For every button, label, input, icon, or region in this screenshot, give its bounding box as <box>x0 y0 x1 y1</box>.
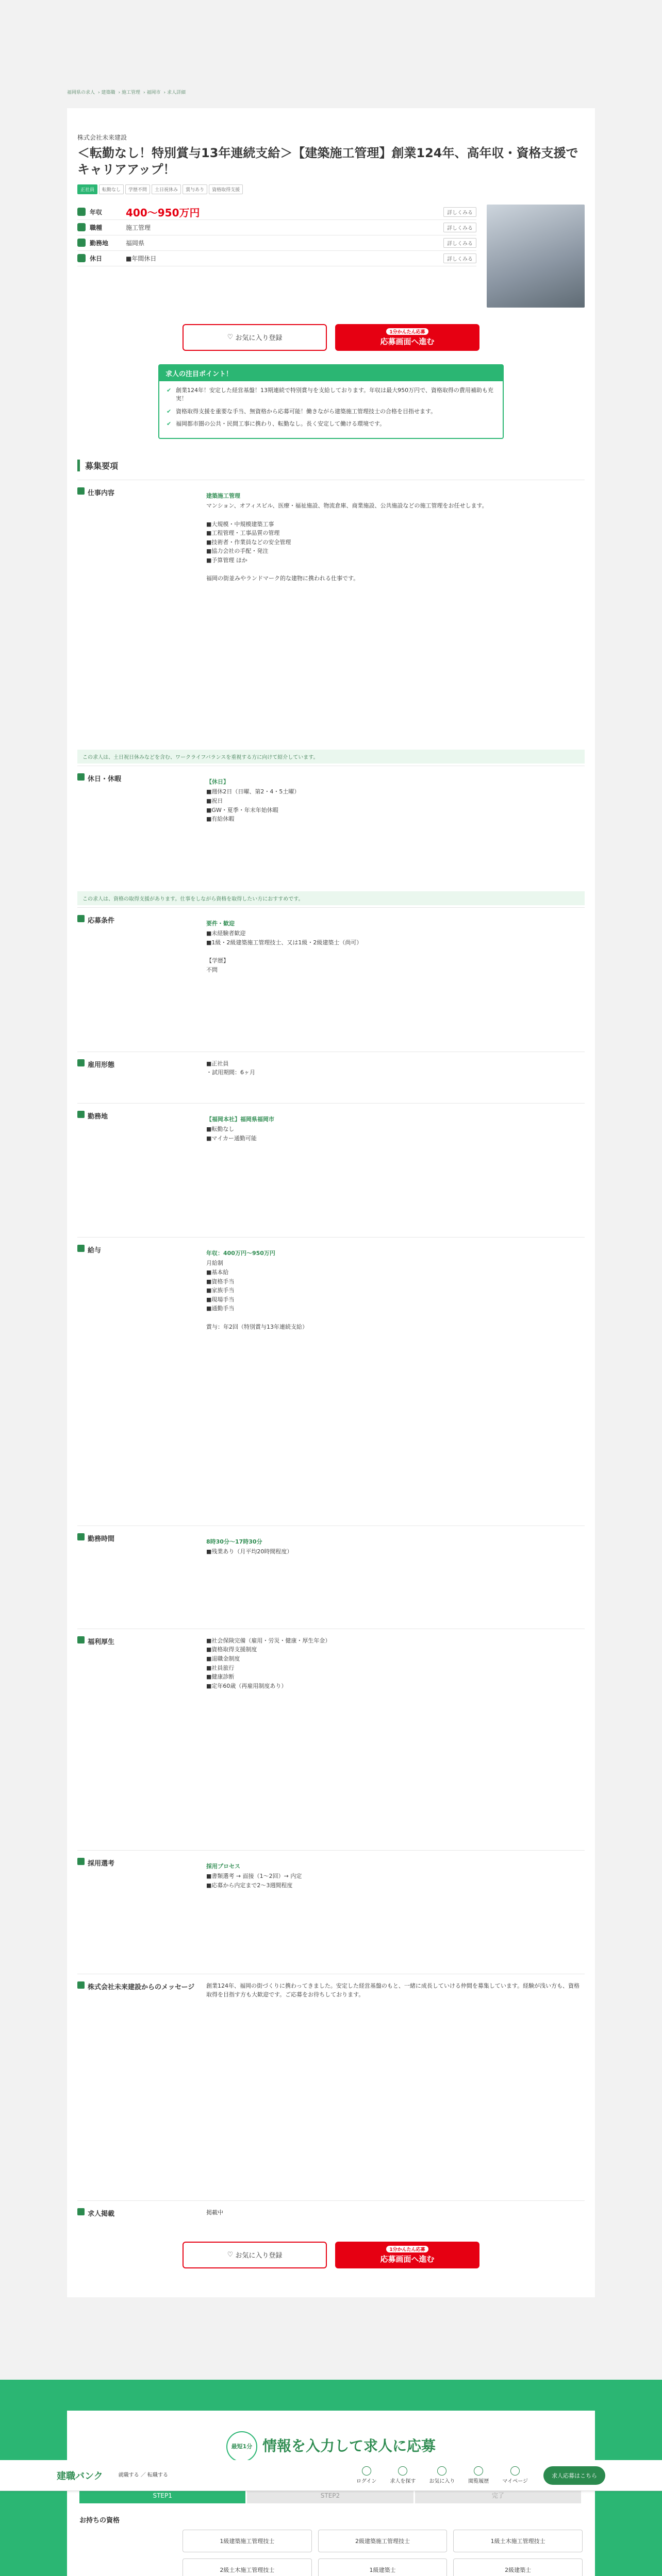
location-icon <box>77 1111 85 1118</box>
summary-label: 年収 <box>90 208 103 216</box>
row-body: 掲載中 <box>206 2209 223 2216</box>
row-body: ■未経験者歓迎 ■1級・2級建築施工管理技士、又は1級・2級建築士（尚可） 【学歴】 不問 <box>206 930 362 973</box>
breadcrumb-item[interactable]: 建築職 <box>101 90 115 95</box>
option[interactable]: 2級建築施工管理技士 <box>318 2530 448 2552</box>
row-body: ■正社員 ・試用期間：6ヶ月 <box>206 1060 255 1076</box>
breadcrumb-item[interactable]: 福岡市 <box>146 90 161 95</box>
row-body: 創業124年、福岡の街づくりに携わってきました。安定した経営基盤のもと、一緒に成長していける仲間を募集しています。経験が浅い方も、資格取得を目指す方も大歓迎です。ご応募をお待ちしております。 <box>206 1982 580 1998</box>
notice-banner: この求人は、資格の取得支援があります。仕事をしながら資格を取得したい方におすすめです。 <box>77 891 585 905</box>
job-value: 施工管理 <box>126 224 151 231</box>
tag: 学歴不問 <box>125 184 150 194</box>
nav-favorites[interactable]: お気に入り <box>429 2466 455 2484</box>
row-head: 【福岡本社】福岡県福岡市 <box>206 1115 274 1123</box>
row-body: ■残業あり（月平均20時間程度） <box>206 1548 293 1555</box>
briefcase-icon <box>77 223 86 231</box>
row-label: 採用選考 <box>77 1858 206 1967</box>
doc-icon <box>77 2208 85 2215</box>
more-link[interactable]: 詳しくみる <box>443 253 476 263</box>
salary-value: 400〜950万円 <box>126 206 200 219</box>
nav-login[interactable]: ログイン <box>356 2466 377 2484</box>
yen-icon <box>77 1245 85 1252</box>
highlight-box <box>158 364 504 439</box>
calendar-icon <box>77 254 86 262</box>
notice-banner: この求人は、土日祝日休みなどを含む、ワークライフバランスを重視する方に向けて紹介しています。 <box>77 750 585 764</box>
row-label: 求人掲載 <box>77 2208 206 2218</box>
more-link[interactable]: 詳しくみる <box>443 223 476 232</box>
apply-label: 応募画面へ進む <box>380 2254 435 2264</box>
row-label: 株式会社未来建設からのメッセージ <box>77 1981 206 2193</box>
site-logo[interactable]: 建職バンク <box>57 2470 103 2482</box>
heart-icon: ♡ <box>227 2251 236 2259</box>
tag: 転勤なし <box>99 184 124 194</box>
row-label: 給与 <box>77 1245 206 1518</box>
yen-icon <box>77 208 86 216</box>
tag: 資格取得支援 <box>209 184 243 194</box>
row-body: ■社会保険完備（雇用・労災・健康・厚生年金） ■資格取得支援制度 ■退職金制度 ■社員旅行 ■健康診断 ■定年60歳（再雇用制度あり） <box>206 1637 331 1689</box>
heart-icon: ♡ <box>227 333 236 342</box>
header-apply-button[interactable]: 求人応募はこちら <box>543 2466 605 2485</box>
breadcrumb-item: 求人詳細 <box>167 90 186 95</box>
tag-list <box>77 184 585 194</box>
favorite-label: お気に入り登録 <box>235 334 283 343</box>
header-nav <box>356 2466 528 2484</box>
favorite-button[interactable] <box>183 2242 327 2268</box>
question-label: お持ちの資格 <box>79 2516 120 2524</box>
favorite-button[interactable] <box>183 324 327 351</box>
row-head: 【休日】 <box>206 778 229 785</box>
option[interactable]: 1級建築士 <box>318 2558 448 2576</box>
option[interactable]: 2級建築士 <box>453 2558 583 2576</box>
person-icon <box>77 915 85 922</box>
breadcrumb: 福岡県の求人 › 建築職 › 施工管理 › 福岡市 › 求人詳細 <box>67 90 186 95</box>
calendar-icon <box>77 773 85 781</box>
option[interactable]: 1級土木施工管理技士 <box>453 2530 583 2552</box>
apply-badge: 1分かんたん応募 <box>386 328 428 335</box>
job-detail-card <box>67 108 595 2297</box>
summary-label: 勤務地 <box>90 239 109 247</box>
time-badge: 最短1分 <box>226 2431 257 2462</box>
holiday-value: ■年間休日 <box>126 255 157 262</box>
row-label: 雇用形態 <box>77 1059 206 1096</box>
worker-photo <box>487 205 585 308</box>
row-body: マンション、オフィスビル、医療・福祉施設、物流倉庫、商業施設、公共施設などの施工管理をお任せします。 ■大規模・中規模建築工事 ■工程管理・工事品質の管理 ■技術者・作業員などの安全管理 ■協力会社の手配・発注 ■予算管理 ほか 福岡の街並みやランドマーク的な建物に携われる仕事です。 <box>206 502 488 582</box>
gift-icon <box>77 1636 85 1643</box>
header-tagline: 就職する ／ 転職する <box>118 2472 168 2478</box>
form-title: 情報を入力して求人に応募 <box>262 2437 436 2454</box>
row-label: 休日・休暇 <box>77 773 206 882</box>
nav-search[interactable]: 求人を探す <box>390 2466 416 2484</box>
more-link[interactable]: 詳しくみる <box>443 238 476 248</box>
row-body: 月給制 ■基本給 ■資格手当 ■家族手当 ■現場手当 ■通勤手当 賞与：年2回（特別賞与13年連続支給） <box>206 1260 308 1330</box>
nav-mypage[interactable]: マイページ <box>502 2466 528 2484</box>
doc-icon <box>77 487 85 495</box>
row-head: 8時30分〜17時30分 <box>206 1538 262 1545</box>
row-head: 要件・歓迎 <box>206 920 235 927</box>
location-icon <box>77 239 86 247</box>
apply-badge: 1分かんたん応募 <box>386 2246 428 2252</box>
sticky-header <box>0 2460 662 2491</box>
highlight-item: ✔ 資格取得支援を重要な手当、無資格から応募可能！働きながら建築施工管理技士の合格を目指せます。 <box>167 408 495 416</box>
row-label: 勤務地 <box>77 1111 206 1230</box>
row-label: 仕事内容 <box>77 487 206 740</box>
id-icon <box>77 1059 85 1066</box>
tag: 正社員 <box>77 184 97 194</box>
row-body: ■書類選考 → 面接（1〜2回）→ 内定 ■応募から内定まで2〜3週間程度 <box>206 1873 302 1889</box>
breadcrumb-item[interactable]: 施工管理 <box>121 90 140 95</box>
step-2: STEP2 <box>247 2488 413 2503</box>
more-link[interactable]: 詳しくみる <box>443 207 476 217</box>
row-body: ■週休2日（日曜、第2・4・5土曜） ■祝日 ■GW・夏季・年末年始休暇 ■有給休暇 <box>206 788 300 823</box>
apply-button[interactable] <box>335 324 479 351</box>
nav-history[interactable]: 閲覧履歴 <box>468 2466 489 2484</box>
company-name: 株式会社未来建設 <box>77 134 127 141</box>
step-1: STEP1 <box>79 2488 245 2503</box>
list-icon <box>77 1858 85 1865</box>
row-label: 福利厚生 <box>77 1636 206 1843</box>
qualification-options <box>79 2530 583 2576</box>
summary-label: 職種 <box>90 224 103 231</box>
row-head: 採用プロセス <box>206 1862 240 1870</box>
summary-label: 休日 <box>90 255 103 262</box>
breadcrumb-item[interactable]: 福岡県の求人 <box>67 90 95 95</box>
summary-table <box>77 205 476 308</box>
message-icon <box>77 1981 85 1989</box>
tag: 賞与あり <box>183 184 207 194</box>
clock-icon <box>77 1533 85 1540</box>
row-label: 応募条件 <box>77 915 206 1044</box>
job-title: ＜転勤なし！特別賞与13年連続支給＞【建築施工管理】創業124年、高年収・資格支援でキャリアアップ！ <box>77 146 578 177</box>
favorite-label: お気に入り登録 <box>235 2252 283 2260</box>
tag: 土日祝休み <box>152 184 181 194</box>
step-done: 完了 <box>415 2488 581 2503</box>
highlight-item: ✔ 福岡都市圏の公共・民間工事に携わり、転勤なし。長く安定して働ける環境です。 <box>167 420 495 429</box>
highlight-title: 求人の注目ポイント！ <box>159 365 503 381</box>
location-value: 福岡県 <box>126 239 145 247</box>
row-label: 勤務時間 <box>77 1533 206 1621</box>
highlight-item: ✔ 創業124年！安定した経営基盤！13期連続で特別賞与を支給しております。年収は最大950万円で、資格取得の費用補助も充実！ <box>167 386 495 403</box>
apply-label: 応募画面へ進む <box>380 336 435 346</box>
row-head: 建築施工管理 <box>206 492 240 499</box>
section-title: 募集要項 <box>77 460 585 471</box>
row-body: ■転勤なし ■マイカー通勤可能 <box>206 1126 257 1142</box>
apply-button[interactable] <box>335 2242 479 2268</box>
row-head: 年収：400万円〜950万円 <box>206 1249 275 1257</box>
option[interactable]: 1級建築施工管理技士 <box>183 2530 312 2552</box>
apply-form <box>67 2411 595 2576</box>
option[interactable]: 2級土木施工管理技士 <box>183 2558 312 2576</box>
